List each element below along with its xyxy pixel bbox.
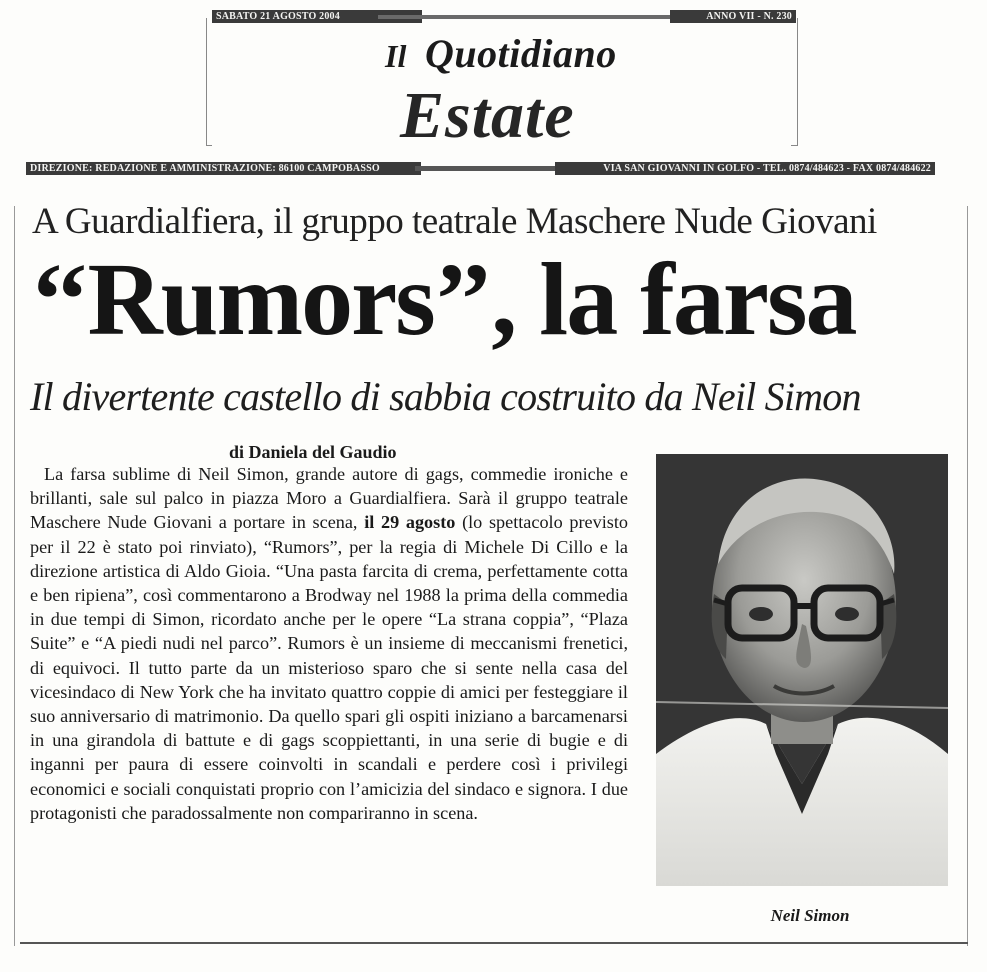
article-headline: ‘‘Rumors’’, la farsa (30, 242, 856, 357)
logo-estate: Estate (400, 79, 575, 152)
article-body-date: il 29 agosto (364, 512, 456, 533)
article-bottom-rule (20, 942, 968, 944)
logo-quotidiano: Quotidiano (425, 31, 617, 76)
masthead-frame-left (206, 18, 207, 146)
article (0, 190, 987, 972)
date-line: SABATO 21 AGOSTO 2004 (216, 11, 340, 22)
issue-line: ANNO VII - N. 230 (706, 11, 792, 22)
article-byline: di Daniela del Gaudio (229, 442, 397, 462)
address-strip-right (555, 162, 935, 175)
masthead-frame-right (797, 18, 798, 146)
portrait-illustration (656, 454, 948, 886)
masthead-frame-corner-right (791, 145, 797, 146)
address-right: VIA SAN GIOVANNI IN GOLFO - TEL. 0874/484623 - FAX 0874/484622 (603, 163, 931, 174)
article-kicker: A Guardialfiera, il gruppo teatrale Maschere Nude Giovani (32, 201, 877, 242)
logo-il: Il (385, 38, 407, 74)
article-subhead: Il divertente castello di sabbia costruito da Neil Simon (30, 374, 861, 419)
masthead (0, 0, 987, 180)
article-body-part1: La farsa sublime di Neil Simon, grande autore di gags, commedie ironiche e brillanti, sale sul palco in piazza Moro a Guardialfiera. Sarà il gruppo teatrale Maschere Nude Giovani a portare in scena, (30, 464, 628, 533)
masthead-frame-corner-left (206, 145, 212, 146)
address-strip-left (26, 162, 421, 175)
article-border-left (14, 206, 15, 946)
issue-strip (670, 10, 796, 23)
article-body-part2: (lo spettacolo previsto per il 22 è stato poi rinviato), “Rumors”, per la regia di Michele Di Cillo e la direzione artistica di Aldo Gioia. “Una pasta farcita di crema, perfettamente cotta e ben ripiena”, così commentarono a Brodway nel 1988 la prima della commedia in due tempi di Simon, ricordato anche per le opere “La strana coppia”, “Plaza Suite” e “A piedi nudi nel parco”. Rumors è un insieme di meccanismi frenetici, di equivoci. Il tutto parte da un misterioso sparo che si sente nella casa del vicesindaco di New York che ha invitato quattro coppie di amici per festeggiare il suo anniversario di matrimonio. Da quello spari gli ospiti iniziano a barcamenarsi in una girandola di battute e di gags scoppiettanti, in una serie di bugie e di inganni per paura di essere coinvolti in scandali e perdere così i privilegi economici e sociali conquistati proprio con l’amicizia del sindaco e signora. I due protagonisti che paradossalmente non compariranno in scena. (30, 512, 628, 823)
article-border-right (967, 206, 968, 946)
neil-simon-photo (656, 454, 948, 886)
article-body (30, 462, 628, 825)
photo-caption: Neil Simon (770, 906, 850, 925)
top-strip-rule (378, 15, 674, 19)
address-left: DIREZIONE: REDAZIONE E AMMINISTRAZIONE: 86100 CAMPOBASSO (30, 163, 380, 174)
